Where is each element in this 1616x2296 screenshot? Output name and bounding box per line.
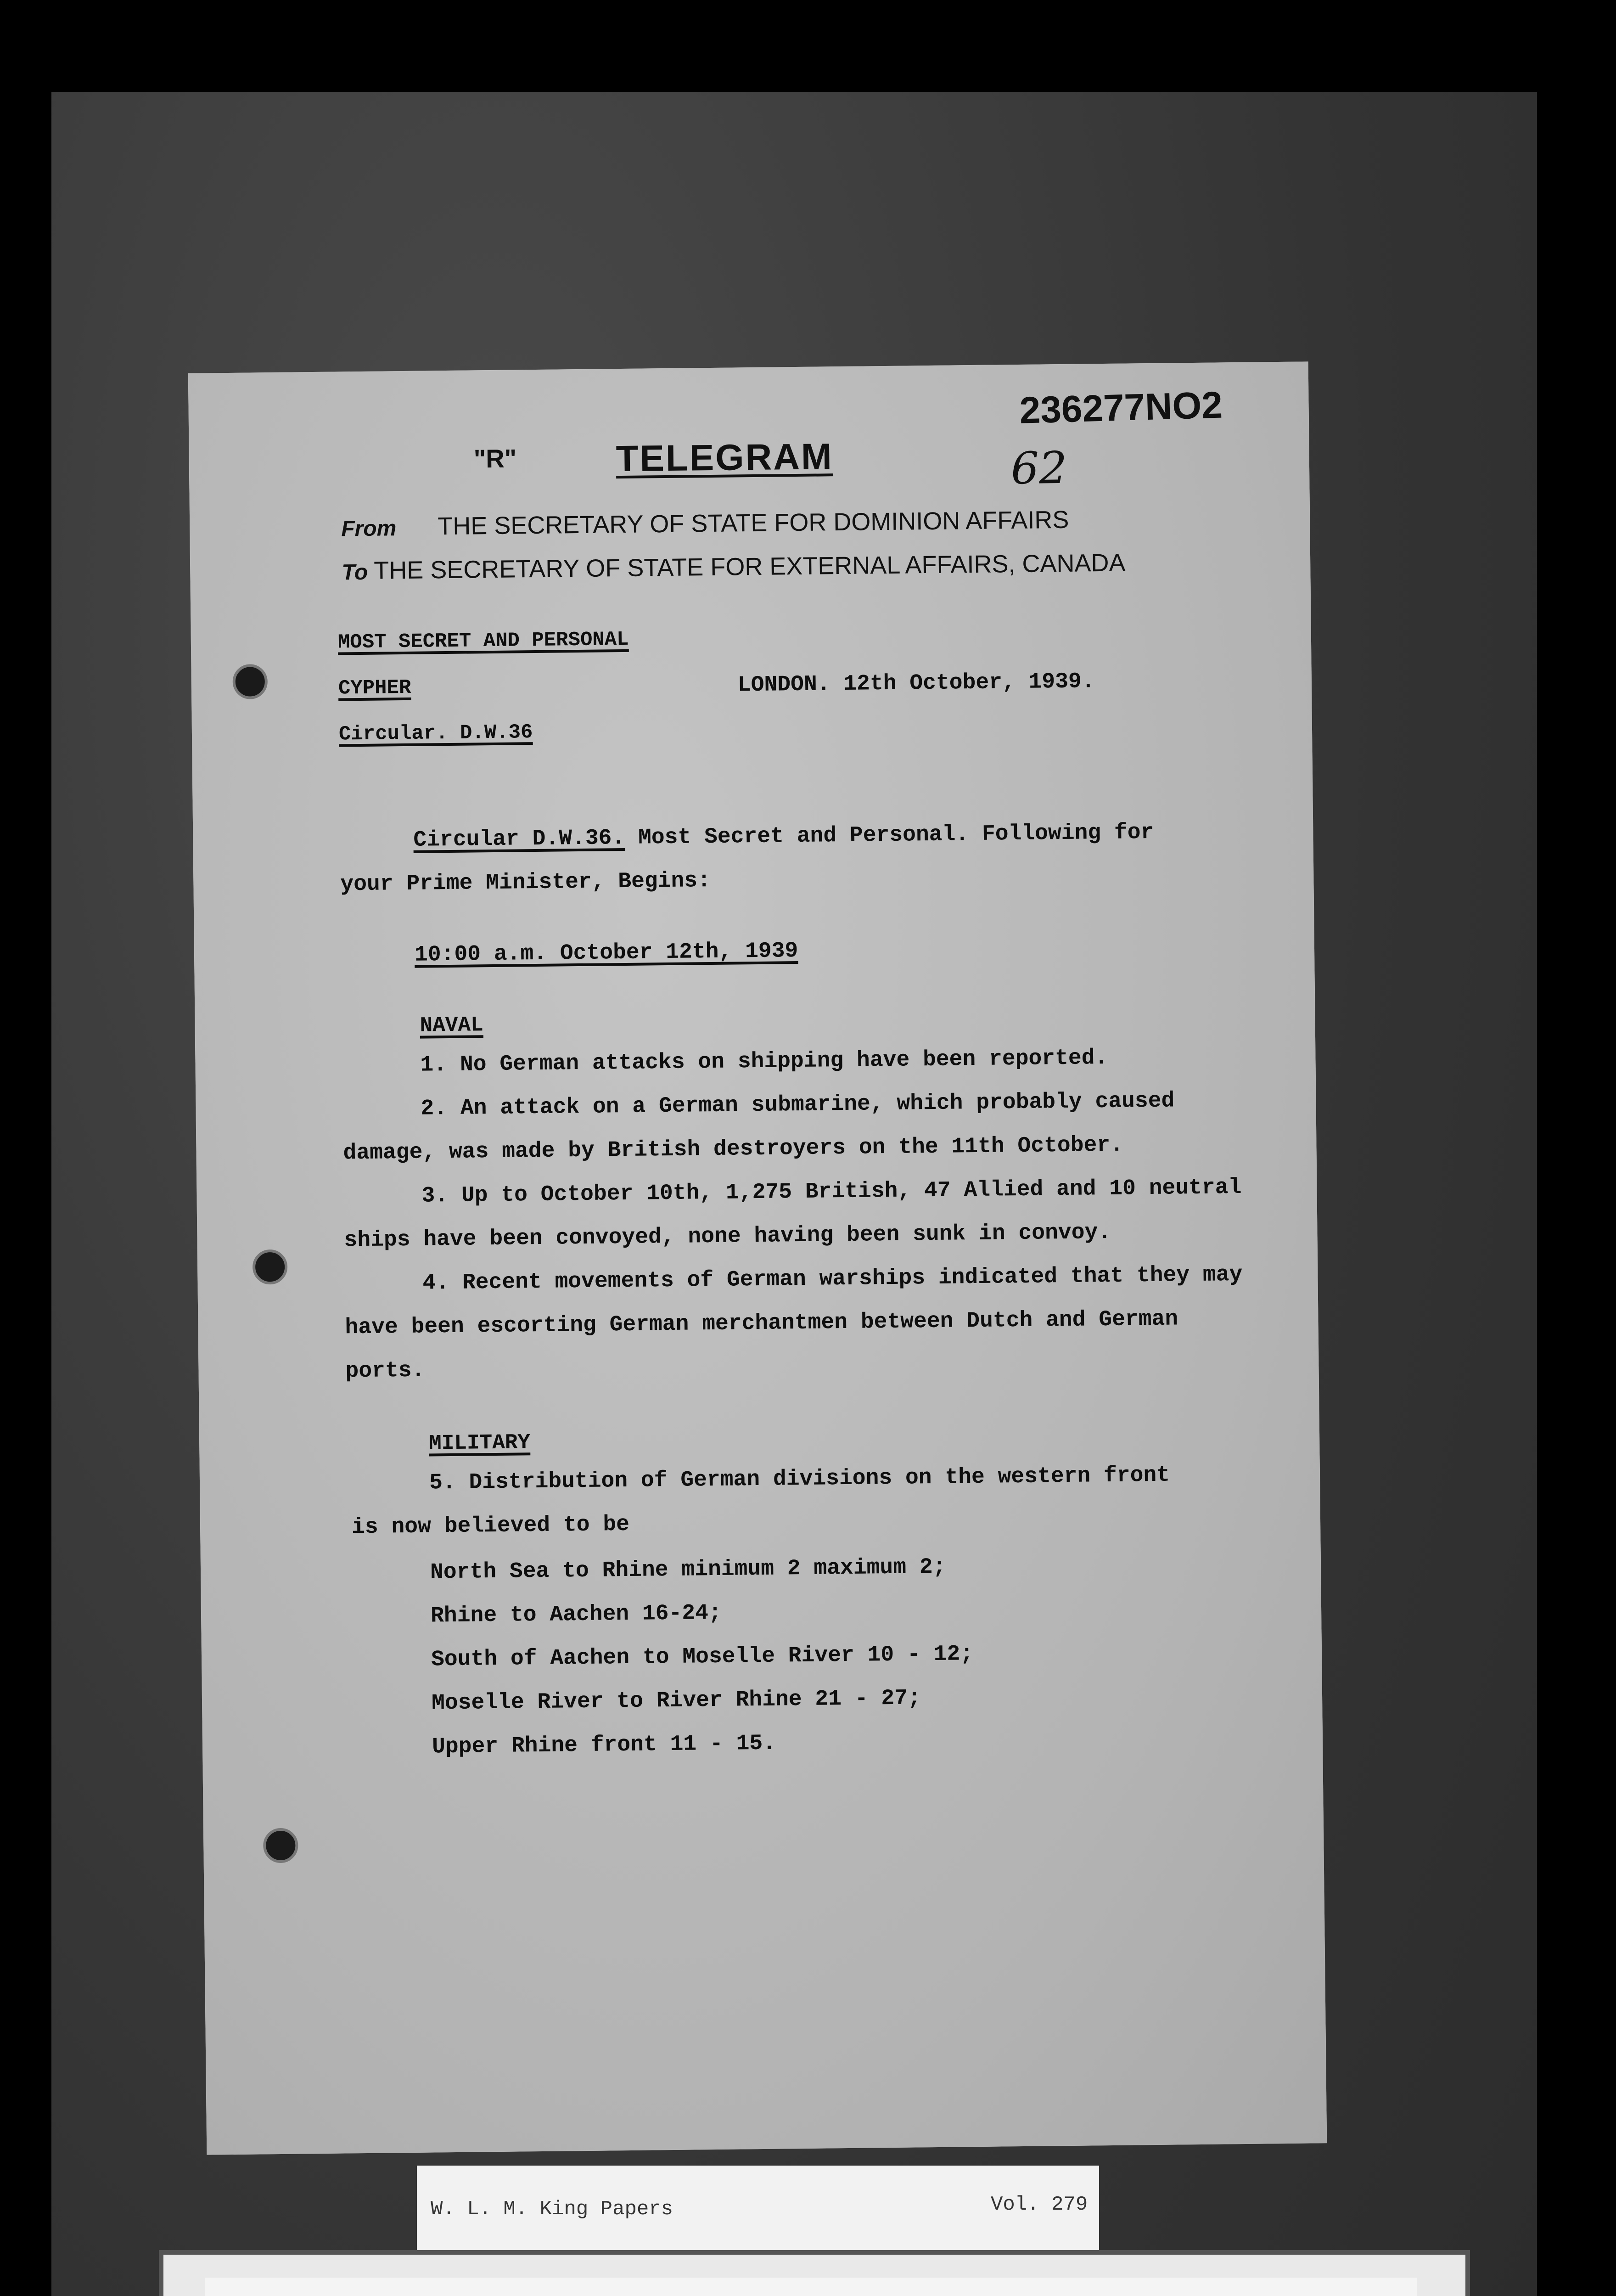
collection-name: W. L. M. King Papers	[431, 2198, 673, 2221]
document-number: 236277NO2	[1019, 384, 1223, 432]
punch-hole-middle	[252, 1249, 288, 1285]
to-label: To	[342, 560, 368, 585]
telegram-sheet	[188, 361, 1327, 2155]
punch-hole-bottom	[263, 1828, 298, 1863]
handwritten-initials: 62	[1010, 442, 1067, 495]
paragraph-2-line-1: 2. An attack on a German submarine, which probably caused	[421, 1088, 1175, 1121]
time-stamp: 10:00 a.m. October 12th, 1939	[414, 939, 798, 968]
division-line-3: South of Aachen to Moselle River 10 - 12;	[431, 1642, 974, 1672]
naval-heading: NAVAL	[420, 1013, 483, 1038]
paragraph-2-line-2: damage, was made by British destroyers on the 11th October.	[343, 1132, 1124, 1166]
intro-circular-ref: Circular D.W.36.	[413, 825, 625, 853]
punch-hole-top	[232, 664, 268, 699]
intro-line-2: your Prime Minister, Begins:	[340, 868, 711, 897]
division-line-2: Rhine to Aachen 16-24;	[430, 1600, 722, 1629]
cypher-heading: CYPHER	[338, 676, 411, 700]
collection-label	[417, 2166, 1099, 2262]
paragraph-4-line-2: have been escorting German merchantmen between Dutch and German	[345, 1306, 1178, 1340]
classification-heading: MOST SECRET AND PERSONAL	[337, 628, 629, 654]
paragraph-1: 1. No German attacks on shipping have been reported.	[420, 1045, 1108, 1078]
paragraph-5-line-2: is now believed to be	[351, 1512, 630, 1540]
division-line-4: Moselle River to River Rhine 21 - 27;	[431, 1686, 921, 1716]
paragraph-3-line-2: ships have been convoyed, none having been sunk in convoy.	[344, 1220, 1111, 1253]
circular-reference: Circular. D.W.36	[338, 721, 533, 746]
paragraph-3-line-1: 3. Up to October 10th, 1,275 British, 47 Allied and 10 neutral	[421, 1175, 1242, 1209]
archives-plate-inner	[205, 2278, 1417, 2296]
intro-rest: Most Secret and Personal. Following for	[624, 820, 1154, 850]
paragraph-4-line-1: 4. Recent movements of German warships indicated that they may	[422, 1262, 1243, 1296]
archives-plate	[159, 2250, 1470, 2296]
telegram-title: TELEGRAM	[616, 436, 834, 479]
division-line-5: Upper Rhine front 11 - 15.	[432, 1731, 776, 1760]
volume-number: Vol. 279	[991, 2193, 1088, 2216]
from-value: THE SECRETARY OF STATE FOR DOMINION AFFAIRS	[437, 506, 1069, 540]
division-line-1: North Sea to Rhine minimum 2 maximum 2;	[430, 1554, 946, 1585]
to-value: THE SECRETARY OF STATE FOR EXTERNAL AFFAIRS, CANADA	[373, 549, 1126, 585]
paragraph-5-line-1: 5. Distribution of German divisions on the western front	[429, 1463, 1170, 1496]
paragraph-4-line-3: ports.	[345, 1358, 425, 1384]
military-heading: MILITARY	[428, 1430, 531, 1456]
class-mark: "R"	[473, 444, 517, 473]
place-and-date: LONDON. 12th October, 1939.	[737, 669, 1095, 698]
from-label: From	[341, 516, 397, 541]
intro-line-1	[413, 820, 1154, 853]
